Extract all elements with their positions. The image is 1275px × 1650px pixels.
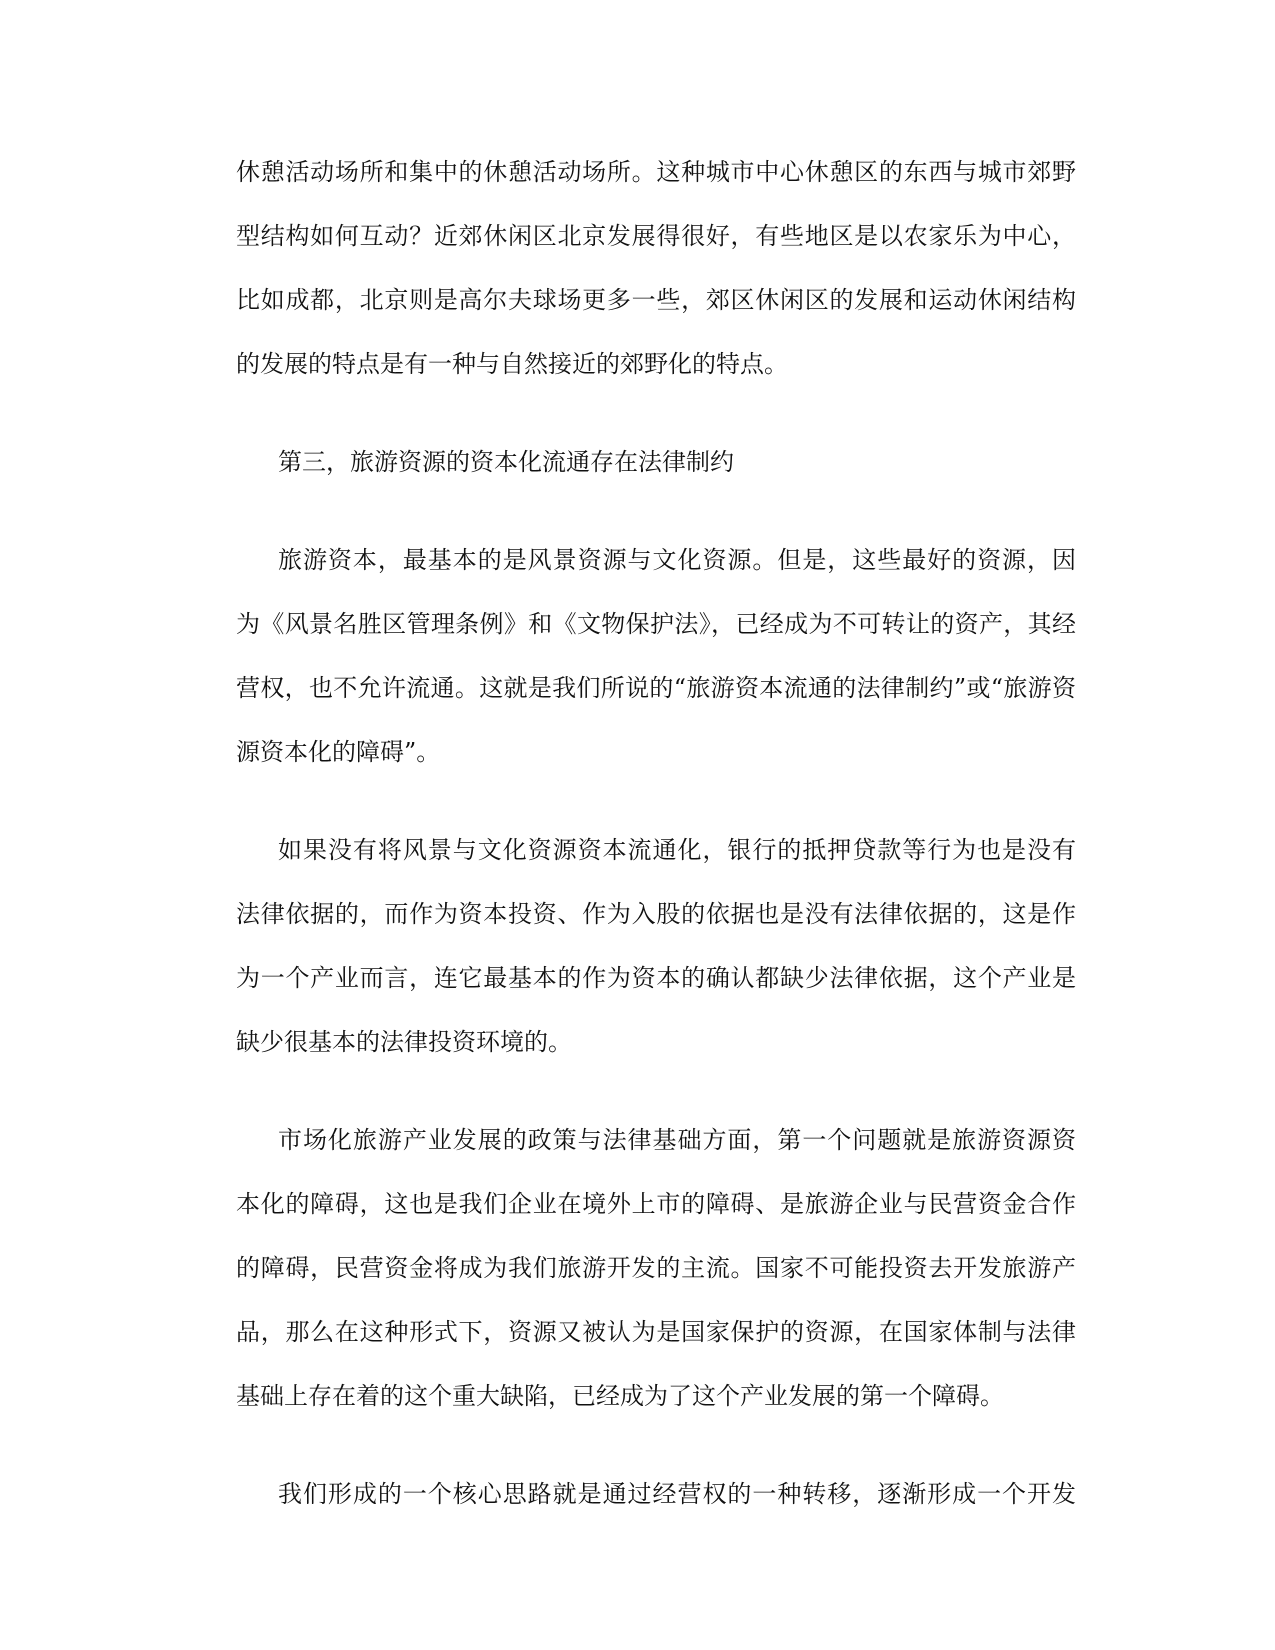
- text-line: 源资本化的障碍”。: [236, 738, 441, 766]
- text-line: 基础上存在着的这个重大缺陷，已经成为了这个产业发展的第一个障碍。: [236, 1382, 1004, 1410]
- text-line: 法律依据的，而作为资本投资、作为入股的依据也是没有法律依据的，这是作: [236, 900, 1076, 928]
- text-line: 缺少很基本的法律投资环境的。: [236, 1028, 572, 1056]
- section-heading: [236, 430, 1076, 494]
- text-line: 型结构如何互动？近郊休闲区北京发展得很好，有些地区是以农家乐为中心，: [236, 222, 1076, 250]
- paragraph-6: [236, 1462, 1076, 1526]
- text-line: 为一个产业而言，连它最基本的作为资本的确认都缺少法律依据，这个产业是: [236, 964, 1076, 992]
- text-line: 品，那么在这种形式下，资源又被认为是国家保护的资源，在国家体制与法律: [236, 1318, 1076, 1346]
- text-line: 的障碍，民营资金将成为我们旅游开发的主流。国家不可能投资去开发旅游产: [236, 1254, 1076, 1282]
- text-line: 如果没有将风景与文化资源资本流通化，银行的抵押贷款等行为也是没有: [278, 836, 1076, 864]
- text-line: 第三，旅游资源的资本化流通存在法律制约: [278, 448, 734, 476]
- text-line: 为《风景名胜区管理条例》和《文物保护法》，已经成为不可转让的资产，其经: [236, 610, 1076, 638]
- text-line: 市场化旅游产业发展的政策与法律基础方面，第一个问题就是旅游资源资: [278, 1126, 1076, 1154]
- text-line: 营权，也不允许流通。这就是我们所说的“旅游资本流通的法律制约”或“旅游资: [236, 674, 1076, 702]
- paragraph-5: [236, 1108, 1076, 1428]
- paragraph-4: [236, 818, 1076, 1074]
- text-line: 比如成都，北京则是高尔夫球场更多一些，郊区休闲区的发展和运动休闲结构: [236, 286, 1076, 314]
- text-line: 本化的障碍，这也是我们企业在境外上市的障碍、是旅游企业与民营资金合作: [236, 1190, 1076, 1218]
- paragraph-1: [236, 140, 1076, 396]
- document-body: [236, 140, 1076, 1560]
- text-line: 休憩活动场所和集中的休憩活动场所。这种城市中心休憩区的东西与城市郊野: [236, 158, 1076, 186]
- text-line: 旅游资本，最基本的是风景资源与文化资源。但是，这些最好的资源，因: [278, 546, 1076, 574]
- paragraph-3: [236, 528, 1076, 784]
- text-line: 的发展的特点是有一种与自然接近的郊野化的特点。: [236, 350, 788, 378]
- text-line: 我们形成的一个核心思路就是通过经营权的一种转移，逐渐形成一个开发: [278, 1480, 1076, 1508]
